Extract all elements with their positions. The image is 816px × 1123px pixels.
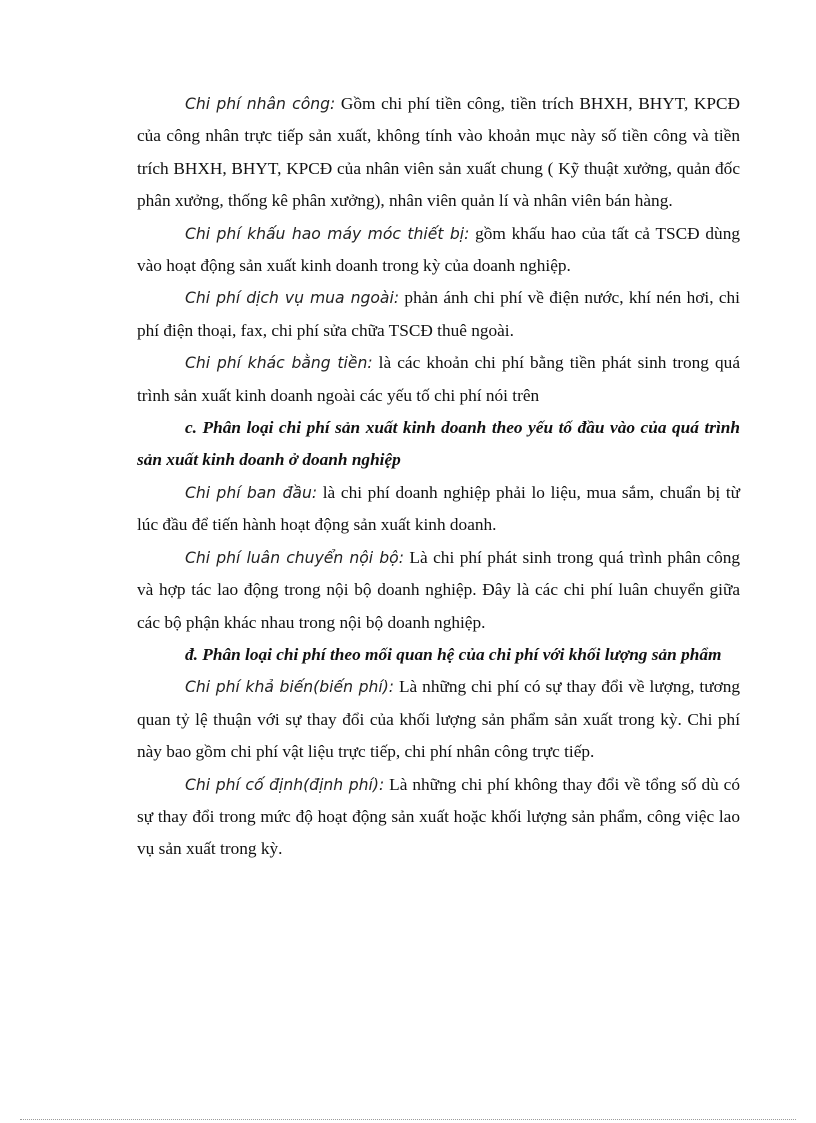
paragraph-other-cash-cost <box>137 347 740 412</box>
section-heading-d: đ. Phân loại chi phí theo mối quan hệ của chi phí với khối lượng sản phẩm <box>185 644 722 664</box>
paragraph-variable-cost <box>137 671 740 768</box>
paragraph-labor-cost <box>137 88 740 218</box>
term-variable-cost: Chi phí khả biến(biến phí): <box>185 678 395 697</box>
paragraph-fixed-cost <box>137 769 740 866</box>
paragraph-depreciation-cost <box>137 218 740 283</box>
paragraph-text: phản ánh chi phí về điện nước, khí nén hơi, chi phí điện thoại, fax, chi phí sửa chữa TSCĐ thuê ngoài. <box>137 288 740 340</box>
paragraph-text: Là những chi phí có sự thay đổi về lượng, tương quan tỷ lệ thuận với sự thay đổi của khối lượng sản phẩm sản xuất trong kỳ. Chi phí này bao gồm chi phí vật liệu trực tiếp, chi phí nhân công trực tiếp. <box>137 677 740 762</box>
document-body <box>137 88 740 866</box>
paragraph-text: Là những chi phí không thay đổi về tổng số dù có sự thay đổi trong mức độ hoạt động sản xuất hoặc khối lượng sản phẩm, công việc lao vụ sản xuất trong kỳ. <box>137 774 740 859</box>
term-initial-cost: Chi phí ban đầu: <box>185 483 318 502</box>
paragraph-text: gồm khấu hao của tất cả TSCĐ dùng vào hoạt động sản xuất kinh doanh trong kỳ của doanh nghiệp. <box>137 223 740 276</box>
term-other-cash-cost: Chi phí khác bằng tiền: <box>185 354 373 373</box>
term-depreciation-cost: Chi phí khấu hao máy móc thiết bị: <box>185 224 470 243</box>
paragraph-text: Là chi phí phát sinh trong quá trình phân công và hợp tác lao động trong nội bộ doanh nghiệp. Đây là các chi phí luân chuyển giữa các bộ phận khác nhau trong nội bộ doanh nghiệp. <box>137 547 740 632</box>
page-bottom-divider <box>20 1119 796 1120</box>
paragraph-initial-cost <box>137 477 740 542</box>
paragraph-text: Gồm chi phí tiền công, tiền trích BHXH, BHYT, KPCĐ của công nhân trực tiếp sản xuất, không tính vào khoản mục này số tiền công và tiền trích BHXH, BHYT, KPCĐ của nhân viên sản xuất chung ( Kỹ thuật xưởng, quản đốc phân xưởng, thống kê phân xưởng), nhân viên quản lí và nhân viên bán hàng. <box>137 94 740 211</box>
term-labor-cost: Chi phí nhân công: <box>185 95 336 113</box>
paragraph-text: là chi phí doanh nghiệp phải lo liệu, mua sắm, chuẩn bị từ lúc đầu để tiến hành hoạt động sản xuất kinh doanh. <box>137 482 740 535</box>
term-outsourced-services: Chi phí dịch vụ mua ngoài: <box>185 289 400 308</box>
section-heading-c: c. Phân loại chi phí sản xuất kinh doanh theo yếu tố đầu vào của quá trình sản xuất kinh doanh ở doanh nghiệp <box>137 418 740 470</box>
term-fixed-cost: Chi phí cố định(định phí): <box>185 775 385 794</box>
paragraph-outsourced-services <box>137 282 740 347</box>
paragraph-internal-transfer-cost <box>137 542 740 639</box>
paragraph-text: là các khoản chi phí bằng tiền phát sinh trong quá trình sản xuất kinh doanh ngoài các yếu tố chi phí nói trên <box>137 353 740 405</box>
term-internal-transfer-cost: Chi phí luân chuyển nội bộ: <box>185 548 404 567</box>
